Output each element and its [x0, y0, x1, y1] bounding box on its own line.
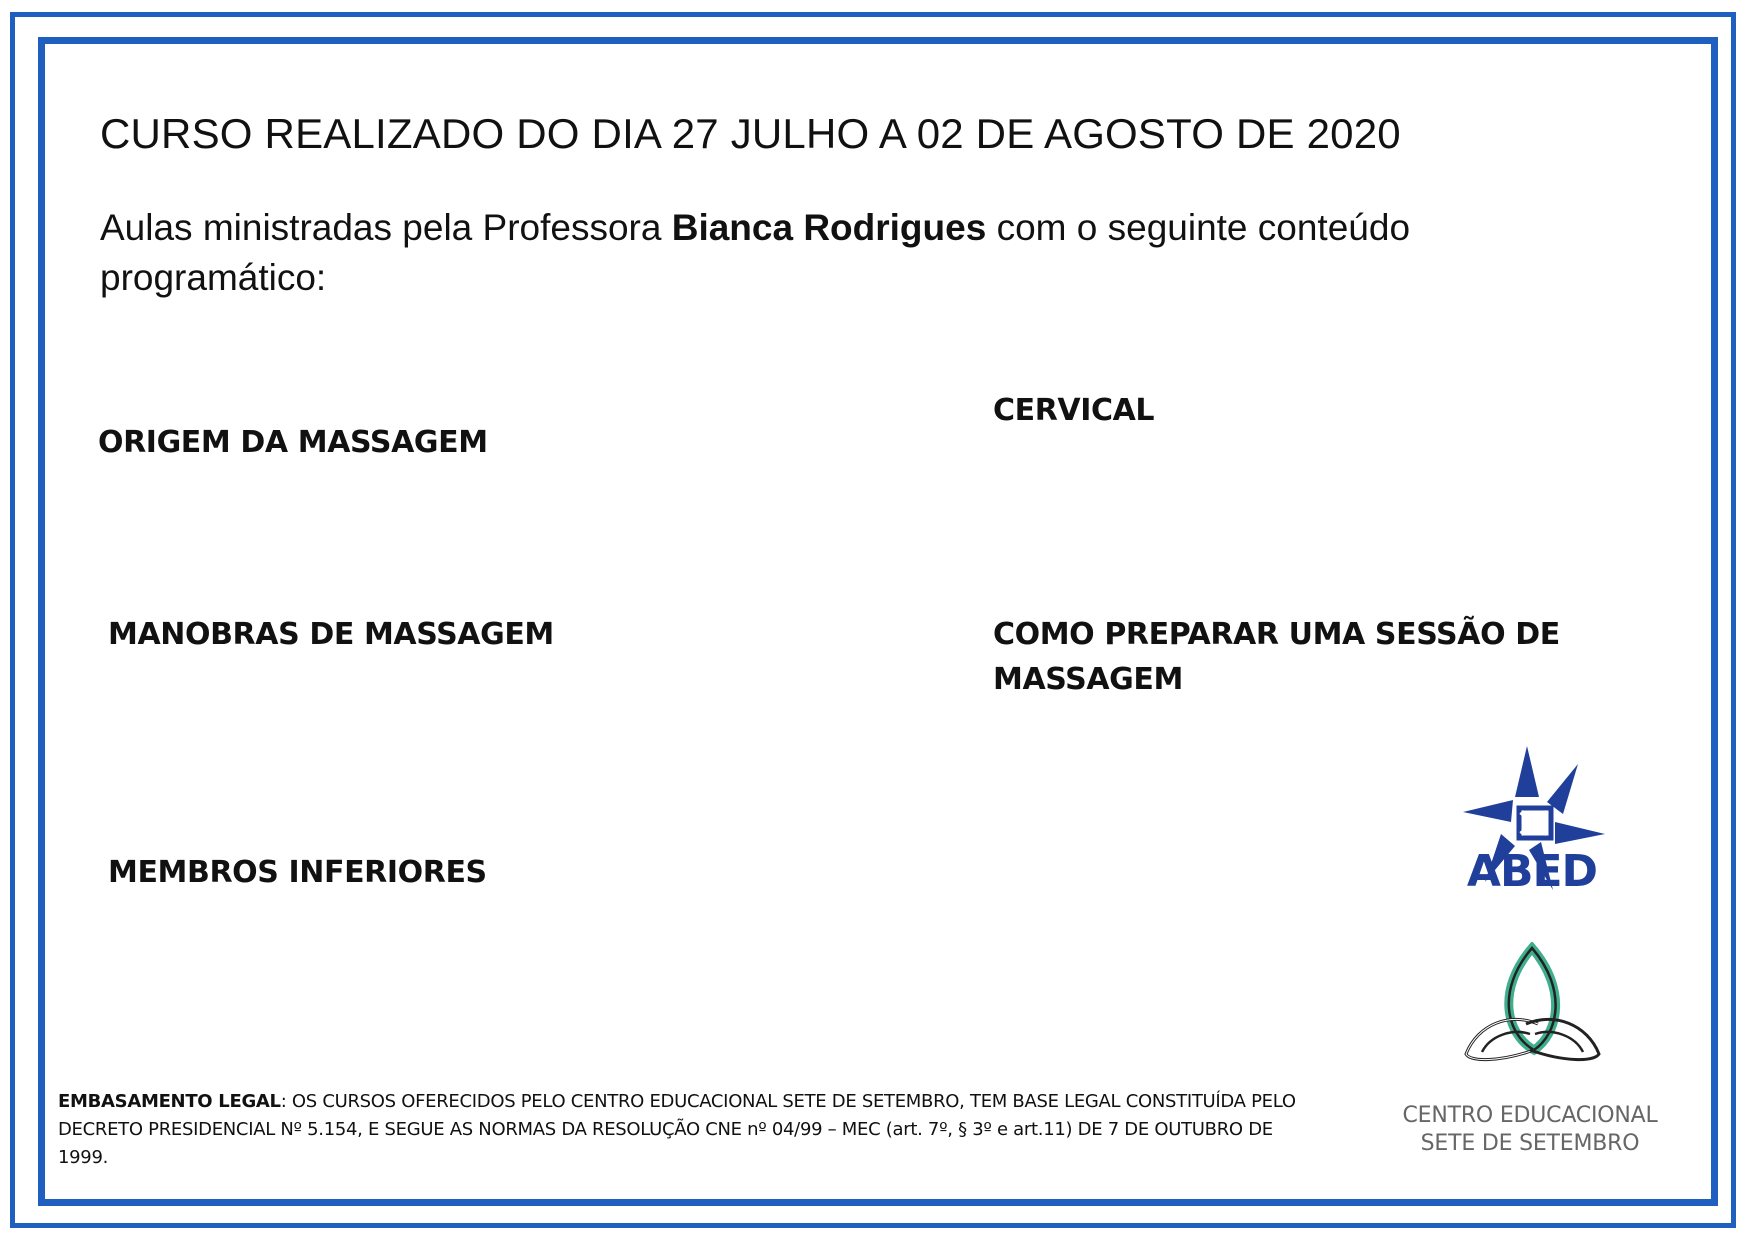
course-date-title: CURSO REALIZADO DO DIA 27 JULHO A 02 DE AGOSTO DE 2020 [100, 110, 1401, 157]
legal-basis-text [58, 1088, 1298, 1172]
topic-preparar [993, 612, 1560, 702]
topic-membros: MEMBROS INFERIORES [108, 855, 487, 890]
cess-wordmark [1395, 1102, 1665, 1158]
topic-preparar-line2: MASSAGEM [993, 662, 1183, 697]
topic-origem: ORIGEM DA MASSAGEM [98, 425, 488, 460]
intro-prefix: Aulas ministradas pela Professora [100, 207, 672, 248]
intro-paragraph [100, 203, 1420, 303]
abed-wordmark: ABED [1466, 846, 1598, 897]
topic-manobras: MANOBRAS DE MASSAGEM [108, 617, 554, 652]
intro-suffix: com o seguinte conteúdo programático: [100, 207, 1411, 298]
cess-line2: SETE DE SETEMBRO [1420, 1131, 1640, 1156]
topic-preparar-line1: COMO PREPARAR UMA SESSÃO DE [993, 617, 1560, 652]
trinity-knot-logo-icon [1460, 942, 1605, 1077]
topic-cervical: CERVICAL [993, 393, 1155, 428]
teacher-name: Bianca Rodrigues [671, 207, 987, 248]
cess-line1: CENTRO EDUCACIONAL [1402, 1103, 1658, 1128]
legal-body: : OS CURSOS OFERECIDOS PELO CENTRO EDUCACIONAL SETE DE SETEMBRO, TEM BASE LEGAL CONSTITUÍDA PELO DECRETO PRESIDENCIAL Nº 5.154, E SEGUE AS NORMAS DA RESOLUÇÃO CNE nº 04/99 – MEC (art. 7º, § 3º e art.11) DE 7 DE OUTUBRO DE 1999. [58, 1091, 1296, 1168]
legal-label: EMBASAMENTO LEGAL [58, 1091, 281, 1112]
